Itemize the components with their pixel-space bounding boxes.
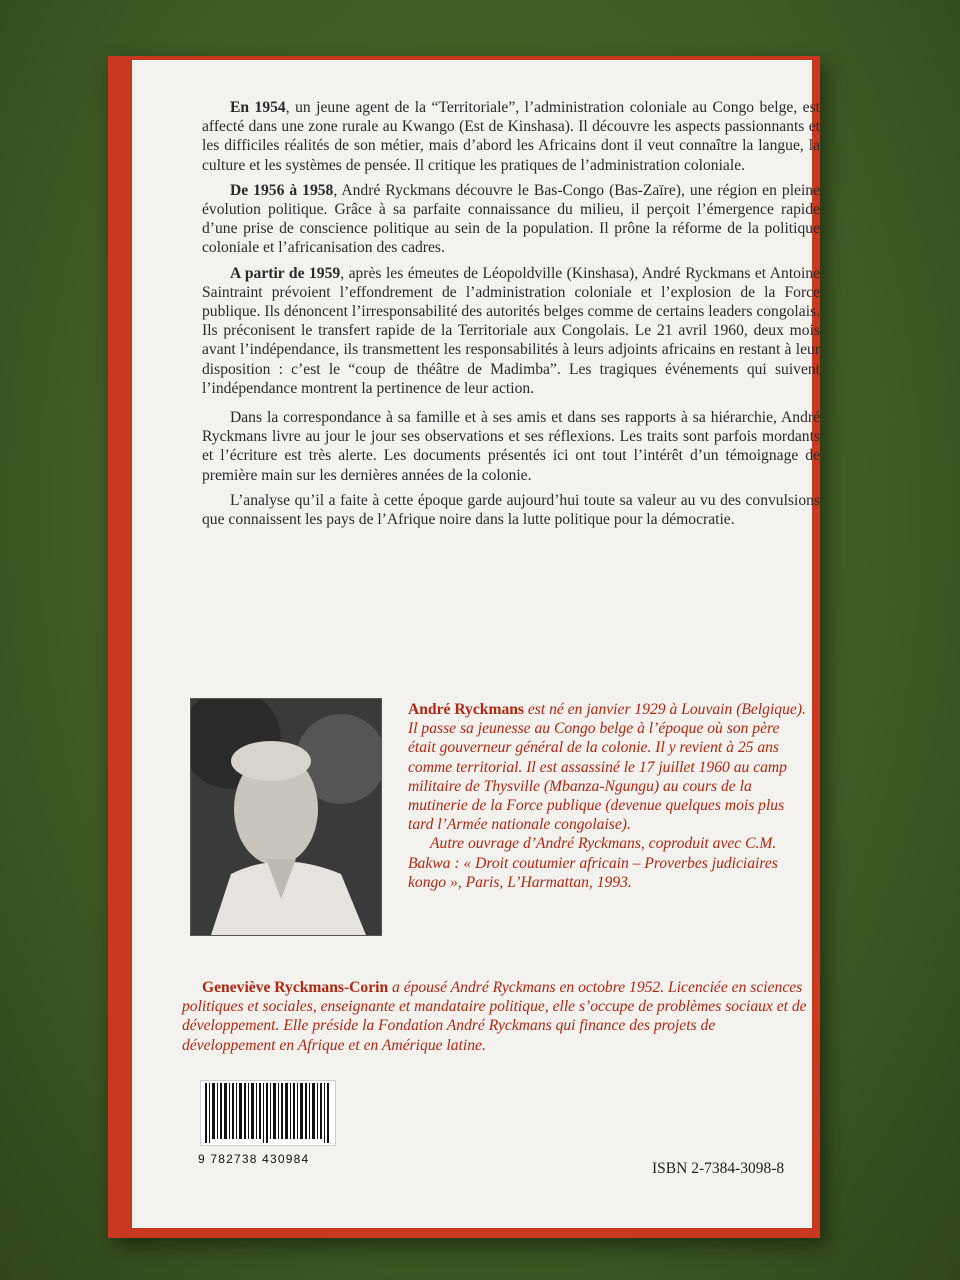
- blurb-body-1959: , après les émeutes de Léopoldville (Kinshasa), André Ryckmans et Antoine Saintraint prévoient l’effondrement de l’administration coloniale et l’explosion de la Force publique. Ils dénoncent l’irresponsabilité des autorités belges comme de certains leaders congolais. Ils préconisent le transfert rapide de la Territoriale aux Congolais. Le 21 avril 1960, deux mois avant l’indépendance, ils transmettent les responsabilités à leurs adjoints africains en restant à leur disposition : c’est le “coup de théâtre de Madimba”. Les tragiques événements qui suivent l’indépendance montrent la pertinence de leur action.: [202, 264, 820, 397]
- coauthor-name: Geneviève Ryckmans-Corin: [202, 979, 389, 996]
- author-bio-paragraph: [408, 700, 806, 834]
- cover-bottom-band: [108, 1228, 820, 1238]
- blurb-body-1956: , André Ryckmans découvre le Bas-Congo (Bas-Zaïre), une région en pleine évolution politique. Grâce à sa parfaite connaissance du milieu, il perçoit l’émergence rapide d’une prise de conscience politique au sein de la population. Il prône la réforme de la politique coloniale et l’africanisation des cadres.: [202, 181, 820, 257]
- barcode: [200, 1080, 336, 1146]
- barcode-bars: [201, 1081, 335, 1145]
- blurb-text: [202, 98, 820, 535]
- blurb-paragraph-analyse: L’analyse qu’il a faite à cette époque garde aujourd’hui toute sa valeur au vu des convulsions que connaissent les pays de l’Afrique noire dans la lutte politique pour la démocratie.: [202, 491, 820, 529]
- blurb-lead-1954: En 1954: [230, 99, 286, 116]
- blurb-paragraph-1956: [202, 181, 820, 258]
- author-name: André Ryckmans: [408, 701, 524, 718]
- author-other-work: Autre ouvrage d’André Ryckmans, coproduit avec C.M. Bakwa : « Droit coutumier africain – Proverbes judiciaires kongo », Paris, L’Harmattan, 1993.: [408, 835, 778, 891]
- blurb-paragraph-1959: [202, 264, 820, 398]
- author-bio-text: est né en janvier 1929 à Louvain (Belgique). Il passe sa jeunesse au Congo belge à l’époque où son père était gouverneur général de la colonie. Il y revient à 25 ans comme territorial. Il est assassiné le 17 juillet 1960 au camp militaire de Thysville (Mbanza-Ngungu) au cours de la mutinerie de la Force publique (devenue quelques mois plus tard l’Armée nationale congolaise).: [408, 701, 806, 834]
- blurb-lead-1956: De 1956 à 1958: [230, 181, 334, 199]
- coauthor-bio: [182, 978, 812, 1055]
- cover-page: [132, 60, 820, 1228]
- blurb-paragraph-1954: [202, 98, 820, 175]
- book-back-cover: [108, 56, 820, 1238]
- isbn-label: ISBN 2-7384-3098-8: [652, 1160, 785, 1177]
- author-portrait-image: [191, 699, 381, 935]
- blurb-lead-1959: A partir de 1959: [230, 264, 341, 282]
- coauthor-bio-text: a épousé André Ryckmans en octobre 1952. Licenciée en sciences politiques et sociales, enseignante et mandataire politique, elle s’occupe de problèmes sociaux et de développement. Elle préside la Fondation André Ryckmans qui finance des projets de développement en Afrique et en Amérique latine.: [182, 979, 807, 1054]
- barcode-digits: 9 782738 430984: [198, 1152, 310, 1166]
- author-photo: [190, 698, 382, 936]
- blurb-body-1954: , un jeune agent de la “Territoriale”, l’administration coloniale au Congo belge, est affecté dans une zone rurale au Kwango (Est de Kinshasa). Il découvre les aspects passionnants et les difficiles réalités de son métier, mais d’abord les Africains dont il veut connaître la langue, la culture et les systèmes de pensée. Il critique les pratiques de l’administration coloniale.: [202, 99, 820, 174]
- blurb-paragraph-correspondance: Dans la correspondance à sa famille et à ses amis et dans ses rapports à sa hiérarchie, André Ryckmans livre au jour le jour ses observations et ses réflexions. Les traits sont parfois mordants et l’écriture est très alerte. Les documents présentés ici ont tout l’intérêt d’un témoignage de première main sur les dernières années de la colonie.: [202, 409, 820, 484]
- author-bio: [408, 700, 806, 892]
